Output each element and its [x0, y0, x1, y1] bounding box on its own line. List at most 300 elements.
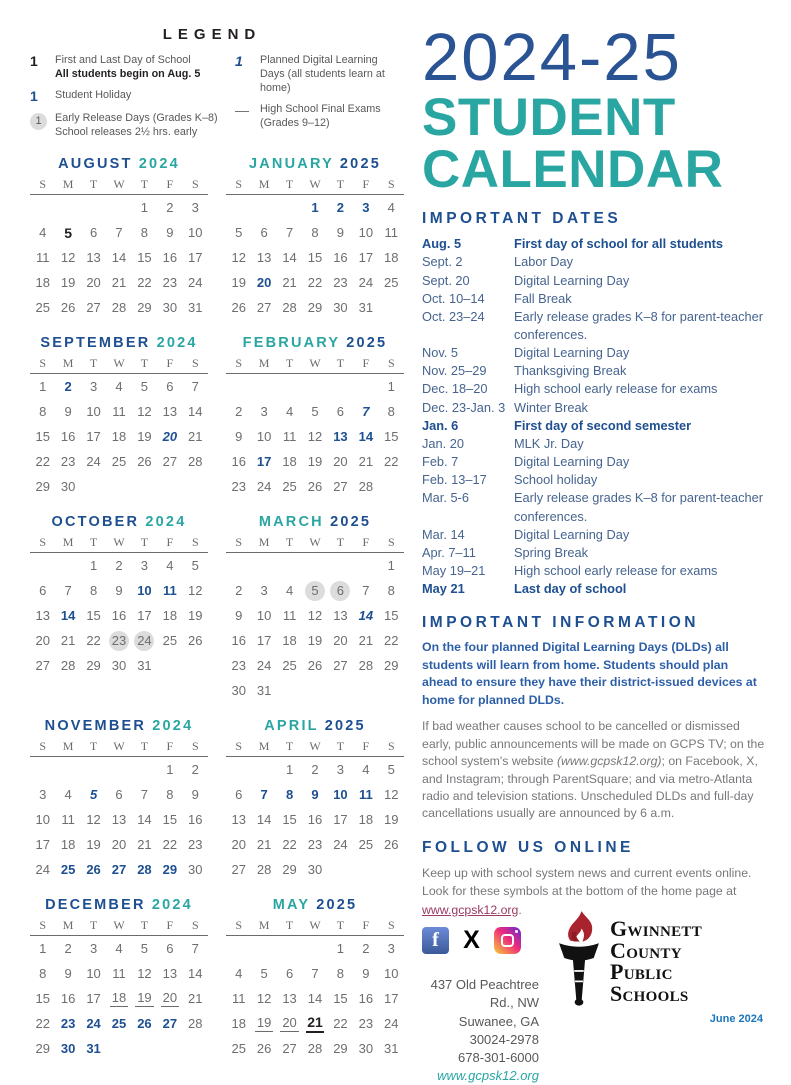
calendar-day: 18	[282, 633, 297, 649]
weekday-header-row	[226, 356, 404, 374]
calendar-day: 28	[358, 479, 374, 495]
calendar-day-holiday: 8	[285, 787, 294, 803]
calendar-day: 13	[256, 250, 272, 266]
weekday-letter: T	[285, 177, 294, 192]
calendar-day: 23	[333, 275, 348, 291]
calendar-day: 12	[307, 608, 323, 624]
calendar-day: 29	[384, 658, 399, 674]
calendar-day: 5	[387, 762, 395, 778]
calendar-day: 3	[260, 583, 268, 599]
empty-day-cell	[55, 553, 80, 578]
address-line-2: Suwanee, GA 30024-2978	[458, 1013, 539, 1047]
page-title	[422, 20, 765, 200]
calendar-day: 9	[336, 225, 345, 241]
calendar-day: 3	[39, 787, 47, 803]
calendar-day: 17	[35, 837, 50, 853]
weekday-header-row	[30, 177, 208, 195]
calendar-day: 24	[256, 479, 272, 495]
important-date-row	[422, 272, 765, 290]
calendar-day-holiday: 25	[111, 1016, 127, 1032]
weekday-letter: S	[191, 739, 199, 754]
calendar-day: 22	[162, 837, 178, 853]
month-may	[226, 897, 404, 1061]
calendar-day-holiday: 27	[111, 862, 127, 878]
calendar-day: 11	[282, 429, 297, 445]
weekday-letter: T	[336, 177, 345, 192]
calendar-day: 5	[140, 941, 149, 957]
calendar-day: 22	[282, 837, 297, 853]
footer-area	[422, 916, 765, 1085]
torch-icon	[553, 911, 605, 1011]
calendar-day: 15	[86, 608, 101, 624]
weekday-letter: W	[309, 356, 321, 371]
weekday-letter: T	[89, 535, 98, 550]
weekday-letter: S	[191, 356, 199, 371]
calendar-day-holiday: 11	[358, 787, 373, 803]
weekday-letter: W	[309, 177, 321, 192]
instagram-lens	[501, 934, 514, 947]
legend-item-label: First and Last Day of School All students begin on Aug. 5	[55, 54, 201, 81]
important-date-row	[422, 544, 765, 562]
calendar-day: 30	[60, 479, 76, 495]
important-date-label: Aug. 5	[422, 236, 462, 252]
calendar-day-dld: 7	[362, 404, 370, 420]
x-twitter-icon[interactable]: X	[463, 926, 480, 955]
weekday-letter: F	[362, 535, 370, 550]
calendar-day-early: 5	[302, 578, 327, 603]
calendar-day-early: 6	[328, 578, 353, 603]
calendar-day: 4	[285, 583, 294, 599]
calendar-day: 18	[231, 1016, 246, 1032]
weekday-letter: M	[258, 535, 270, 550]
weekday-letter: M	[62, 177, 74, 192]
month-title: AUGUST 2024	[58, 156, 180, 173]
legend-item-label: Student Holiday	[55, 89, 132, 102]
calendar-day-last: 21	[302, 1011, 327, 1036]
calendar-day: 12	[86, 812, 101, 828]
weekday-letter: F	[362, 739, 370, 754]
empty-day-cell	[353, 374, 378, 399]
empty-day-cell	[302, 374, 327, 399]
weekday-letter: T	[285, 535, 294, 550]
weekday-letter: W	[309, 918, 321, 933]
month-january	[226, 156, 404, 320]
weekday-letter: M	[62, 918, 74, 933]
legend-item-label: High School Final Exams (Grades 9–12)	[260, 103, 381, 130]
calendar-day-holiday: 23	[60, 1016, 76, 1032]
weekday-header-row	[226, 535, 404, 553]
calendar-day: 29	[307, 300, 323, 316]
district-address	[422, 976, 539, 1085]
facebook-icon[interactable]: f	[422, 927, 449, 954]
weekday-letter: S	[191, 177, 199, 192]
calendar-day-exam: 19	[256, 1015, 272, 1031]
calendar-day: 18	[282, 454, 297, 470]
instagram-icon[interactable]	[494, 927, 521, 954]
month-october	[30, 514, 208, 703]
calendar-day-early: 24	[132, 628, 157, 653]
calendar-day: 13	[162, 404, 178, 420]
calendar-day: 18	[358, 812, 374, 828]
calendar-day: 16	[231, 633, 246, 649]
weekday-letter: S	[387, 535, 395, 550]
calendar-day: 5	[235, 225, 243, 241]
calendar-day-holiday: 14	[60, 608, 76, 624]
calendar-day: 9	[362, 966, 370, 982]
calendar-day: 1	[39, 379, 47, 395]
calendar-day: 24	[333, 837, 348, 853]
calendar-day: 5	[311, 404, 319, 420]
calendar-day: 7	[285, 225, 294, 241]
weekday-letter: T	[89, 356, 98, 371]
empty-day-cell	[226, 374, 251, 399]
empty-day-cell	[106, 195, 131, 220]
legend-item-early	[30, 111, 235, 139]
calendar-day: 21	[358, 633, 374, 649]
calendar-day: 14	[111, 250, 127, 266]
empty-day-cell	[55, 195, 80, 220]
calendar-day: 28	[256, 862, 272, 878]
important-date-label: Apr. 7–11	[422, 544, 476, 560]
calendar-day-holiday: 26	[137, 1016, 152, 1032]
calendar-day: 23	[231, 479, 246, 495]
weekday-header-row	[226, 177, 404, 195]
weekday-letter: F	[362, 356, 370, 371]
calendar-day: 23	[60, 454, 76, 470]
calendar-day: 12	[307, 429, 323, 445]
calendar-day: 8	[311, 225, 319, 241]
calendar-day: 27	[282, 1041, 297, 1057]
month-title: DECEMBER 2024	[45, 897, 193, 914]
calendar-day: 21	[60, 633, 76, 649]
legend-marker-early-icon: 1	[30, 111, 55, 139]
calendar-day: 2	[362, 941, 370, 957]
legend-item-label: Early Release Days (Grades K–8) School releases 2½ hrs. early	[55, 112, 218, 139]
calendar-day: 27	[86, 300, 101, 316]
empty-day-cell	[132, 757, 157, 782]
calendar-day: 8	[387, 583, 395, 599]
calendar-day: 6	[285, 966, 294, 982]
month-march	[226, 514, 404, 703]
weekday-letter: F	[166, 177, 174, 192]
calendar-day: 4	[39, 225, 47, 241]
month-title: OCTOBER 2024	[51, 514, 187, 531]
calendar-day: 23	[162, 275, 178, 291]
calendar-day: 13	[86, 250, 101, 266]
weekday-letter: S	[39, 918, 47, 933]
weekday-letter: S	[235, 535, 243, 550]
calendar-day: 2	[235, 404, 243, 420]
calendar-day: 24	[188, 275, 203, 291]
important-date-row	[422, 362, 765, 380]
day-grid	[30, 374, 208, 499]
calendar-day: 22	[35, 1016, 50, 1032]
important-date-label: Dec. 18–20	[422, 381, 488, 397]
important-date-row	[422, 290, 765, 308]
important-date-label: Oct. 23–24	[422, 308, 485, 324]
calendar-day: 28	[111, 300, 127, 316]
important-date-row	[422, 453, 765, 471]
calendar-day: 3	[89, 941, 98, 957]
calendar-day: 16	[333, 250, 348, 266]
calendar-day: 17	[137, 608, 152, 624]
calendar-day: 7	[64, 583, 72, 599]
calendar-day-holiday: 2	[64, 379, 72, 395]
legend-column-left	[30, 53, 235, 146]
calendar-day-holiday: 2	[336, 200, 345, 216]
calendar-day: 1	[387, 379, 395, 395]
calendar-day-first: 5	[64, 224, 73, 241]
footer-right	[553, 916, 765, 1085]
important-date-row	[422, 417, 765, 435]
social-icons-row	[422, 927, 539, 954]
calendar-day: 18	[162, 608, 178, 624]
weekday-header-row	[30, 918, 208, 936]
calendar-day: 6	[166, 941, 174, 957]
day-grid	[30, 553, 208, 678]
calendar-day: 9	[166, 225, 174, 241]
empty-day-cell	[226, 195, 251, 220]
calendar-day: 4	[285, 404, 294, 420]
calendar-day: 19	[86, 837, 101, 853]
calendar-day: 30	[333, 300, 348, 316]
weekday-letter: S	[39, 739, 47, 754]
important-date-event: High school early release for exams	[514, 563, 718, 579]
empty-day-cell	[251, 553, 276, 578]
calendar-day: 16	[307, 812, 323, 828]
day-grid	[30, 936, 208, 1061]
weekday-letter: M	[62, 535, 74, 550]
important-date-row	[422, 580, 765, 598]
important-date-event: Digital Learning Day	[514, 345, 630, 361]
calendar-day: 3	[89, 379, 98, 395]
calendar-day: 1	[89, 558, 98, 574]
important-date-row	[422, 489, 765, 525]
legend-marker-first-icon: 1	[30, 53, 38, 69]
calendar-day: 8	[166, 787, 174, 803]
calendar-day: 14	[137, 812, 152, 828]
calendar-column	[0, 0, 400, 1057]
calendar-day: 27	[162, 454, 178, 470]
calendar-day: 23	[358, 1016, 374, 1032]
calendar-day-holiday: 26	[86, 862, 101, 878]
calendar-day: 16	[60, 991, 76, 1007]
important-date-event: Last day of school	[514, 581, 627, 597]
calendar-day-dld: 20	[162, 429, 178, 445]
org-line-4: Schools	[610, 980, 689, 1006]
calendar-day: 3	[260, 404, 268, 420]
info-weather-text-1: If bad weather causes school to be cancelled or dismissed early, public announcements will be made on GCPS TV; on the school system's website	[422, 719, 765, 769]
calendar-day: 26	[256, 1041, 272, 1057]
important-date-label: Nov. 5	[422, 345, 459, 361]
important-date-row	[422, 344, 765, 362]
calendar-day-early: 23	[106, 628, 131, 653]
empty-day-cell	[353, 553, 378, 578]
follow-text: Keep up with school system news and current events online. Look for these symbols at the bottom of the home page at	[422, 865, 752, 899]
calendar-day-holiday: 10	[137, 583, 152, 599]
important-date-row	[422, 308, 765, 344]
weekday-letter: T	[140, 535, 149, 550]
empty-day-cell	[226, 757, 251, 782]
calendar-day: 22	[384, 454, 399, 470]
calendar-day: 7	[115, 225, 123, 241]
calendar-day: 10	[256, 429, 272, 445]
calendar-day-holiday: 7	[260, 787, 268, 803]
important-date-event: Labor Day	[514, 254, 574, 270]
org-line-1: Gwinnett	[610, 916, 703, 942]
weekday-letter: S	[191, 918, 199, 933]
empty-day-cell	[55, 757, 80, 782]
calendar-day: 10	[188, 225, 203, 241]
important-date-row	[422, 253, 765, 271]
calendar-day-holiday: 28	[137, 862, 152, 878]
calendar-day: 11	[35, 250, 50, 266]
calendar-day: 21	[282, 275, 297, 291]
calendar-day: 24	[256, 658, 272, 674]
empty-day-cell	[277, 936, 302, 961]
title-student: STUDENT	[422, 88, 676, 148]
calendar-day: 21	[256, 837, 272, 853]
calendar-day: 28	[282, 300, 297, 316]
weekday-letter: F	[362, 177, 370, 192]
important-date-label: May 19–21	[422, 563, 486, 579]
calendar-day: 15	[35, 991, 50, 1007]
weekday-letter: S	[387, 918, 395, 933]
empty-day-cell	[277, 553, 302, 578]
footer-left	[422, 927, 553, 1085]
calendar-day: 21	[358, 454, 374, 470]
calendar-day: 24	[384, 1016, 399, 1032]
calendar-day-holiday: 13	[333, 429, 348, 445]
calendar-day: 8	[387, 404, 395, 420]
calendar-day: 6	[39, 583, 47, 599]
weekday-letter: T	[285, 739, 294, 754]
calendar-day: 2	[64, 941, 72, 957]
day-grid	[226, 936, 404, 1061]
important-date-label: Nov. 25–29	[422, 363, 487, 379]
calendar-day: 23	[307, 837, 323, 853]
calendar-day: 26	[307, 658, 323, 674]
empty-day-cell	[277, 374, 302, 399]
important-date-event: Early release grades K–8 for parent-teacher conferences.	[514, 308, 763, 342]
calendar-day: 15	[35, 429, 50, 445]
calendar-day: 18	[111, 429, 127, 445]
day-grid	[30, 757, 208, 882]
calendar-day: 11	[231, 991, 246, 1007]
org-line-2: County	[610, 937, 682, 963]
calendar-day: 11	[282, 608, 297, 624]
calendar-day: 3	[191, 200, 199, 216]
month-november	[30, 718, 208, 882]
empty-day-cell	[328, 374, 353, 399]
calendar-day: 29	[35, 1041, 50, 1057]
weekday-letter: T	[336, 535, 345, 550]
calendar-day: 14	[307, 991, 323, 1007]
important-date-row	[422, 399, 765, 417]
month-title: MAY 2025	[272, 897, 358, 914]
legend-section	[30, 53, 394, 146]
calendar-day: 13	[111, 812, 127, 828]
calendar-day: 2	[115, 558, 123, 574]
month-title: SEPTEMBER 2024	[40, 335, 198, 352]
calendar-day: 12	[256, 991, 272, 1007]
empty-day-cell	[226, 553, 251, 578]
calendar-day: 30	[111, 658, 127, 674]
weekday-letter: T	[89, 918, 98, 933]
calendar-day: 15	[384, 429, 399, 445]
legend-item-exam	[235, 102, 394, 130]
calendar-day: 17	[86, 429, 101, 445]
calendar-day: 9	[191, 787, 199, 803]
calendar-day: 28	[188, 454, 203, 470]
calendar-day-holiday: 17	[256, 454, 272, 470]
weekday-letter: S	[235, 739, 243, 754]
calendar-day: 7	[140, 787, 149, 803]
empty-day-cell	[30, 553, 55, 578]
important-date-event: Digital Learning Day	[514, 454, 630, 470]
calendar-day-holiday: 1	[311, 200, 319, 216]
calendar-day: 4	[115, 941, 123, 957]
calendar-day: 31	[137, 658, 152, 674]
important-date-row	[422, 380, 765, 398]
calendar-day: 8	[39, 966, 47, 982]
calendar-day: 8	[336, 966, 345, 982]
weekday-letter: T	[140, 739, 149, 754]
calendar-day: 1	[285, 762, 294, 778]
calendar-day: 9	[115, 583, 123, 599]
calendar-day: 9	[64, 966, 72, 982]
calendar-day: 31	[188, 300, 203, 316]
follow-website-link[interactable]: www.gcpsk12.org	[422, 902, 519, 917]
district-website-link[interactable]: www.gcpsk12.org	[437, 1068, 539, 1084]
important-date-event: Digital Learning Day	[514, 272, 630, 288]
important-info-title: IMPORTANT INFORMATION	[422, 614, 699, 632]
info-weather-website: (www.gcpsk12.org)	[556, 754, 662, 769]
weekday-letter: W	[113, 918, 125, 933]
calendar-day-holiday: 27	[162, 1016, 178, 1032]
weekday-letter: S	[235, 918, 243, 933]
org-line-3: Public	[610, 959, 673, 985]
calendar-day: 28	[188, 1016, 203, 1032]
calendar-day: 24	[358, 275, 374, 291]
calendar-day: 22	[384, 633, 399, 649]
legend-marker-dld-icon: 1	[235, 53, 243, 69]
legend-item-first	[30, 53, 235, 81]
calendar-day-holiday: 20	[256, 275, 272, 291]
month-august	[30, 156, 208, 320]
calendar-day-holiday: 10	[333, 787, 348, 803]
calendar-day: 13	[35, 608, 50, 624]
title-year-range: 2024-25	[422, 20, 682, 95]
important-dates-title: IMPORTANT DATES	[422, 210, 622, 228]
empty-day-cell	[302, 936, 327, 961]
weekday-header-row	[30, 535, 208, 553]
important-date-event: MLK Jr. Day	[514, 435, 584, 451]
weekday-letter: M	[62, 356, 74, 371]
calendar-day: 28	[358, 658, 374, 674]
important-date-event: Fall Break	[514, 290, 572, 306]
calendar-day-exam: 19	[137, 990, 152, 1006]
calendar-day: 9	[235, 608, 243, 624]
calendar-day: 25	[282, 479, 297, 495]
org-name	[610, 918, 702, 1004]
important-date-label: Mar. 14	[422, 526, 465, 542]
calendar-day: 1	[166, 762, 174, 778]
calendar-day: 30	[188, 862, 203, 878]
calendar-day: 26	[188, 633, 203, 649]
weekday-letter: W	[113, 535, 125, 550]
important-date-label: Feb. 7	[422, 454, 459, 470]
